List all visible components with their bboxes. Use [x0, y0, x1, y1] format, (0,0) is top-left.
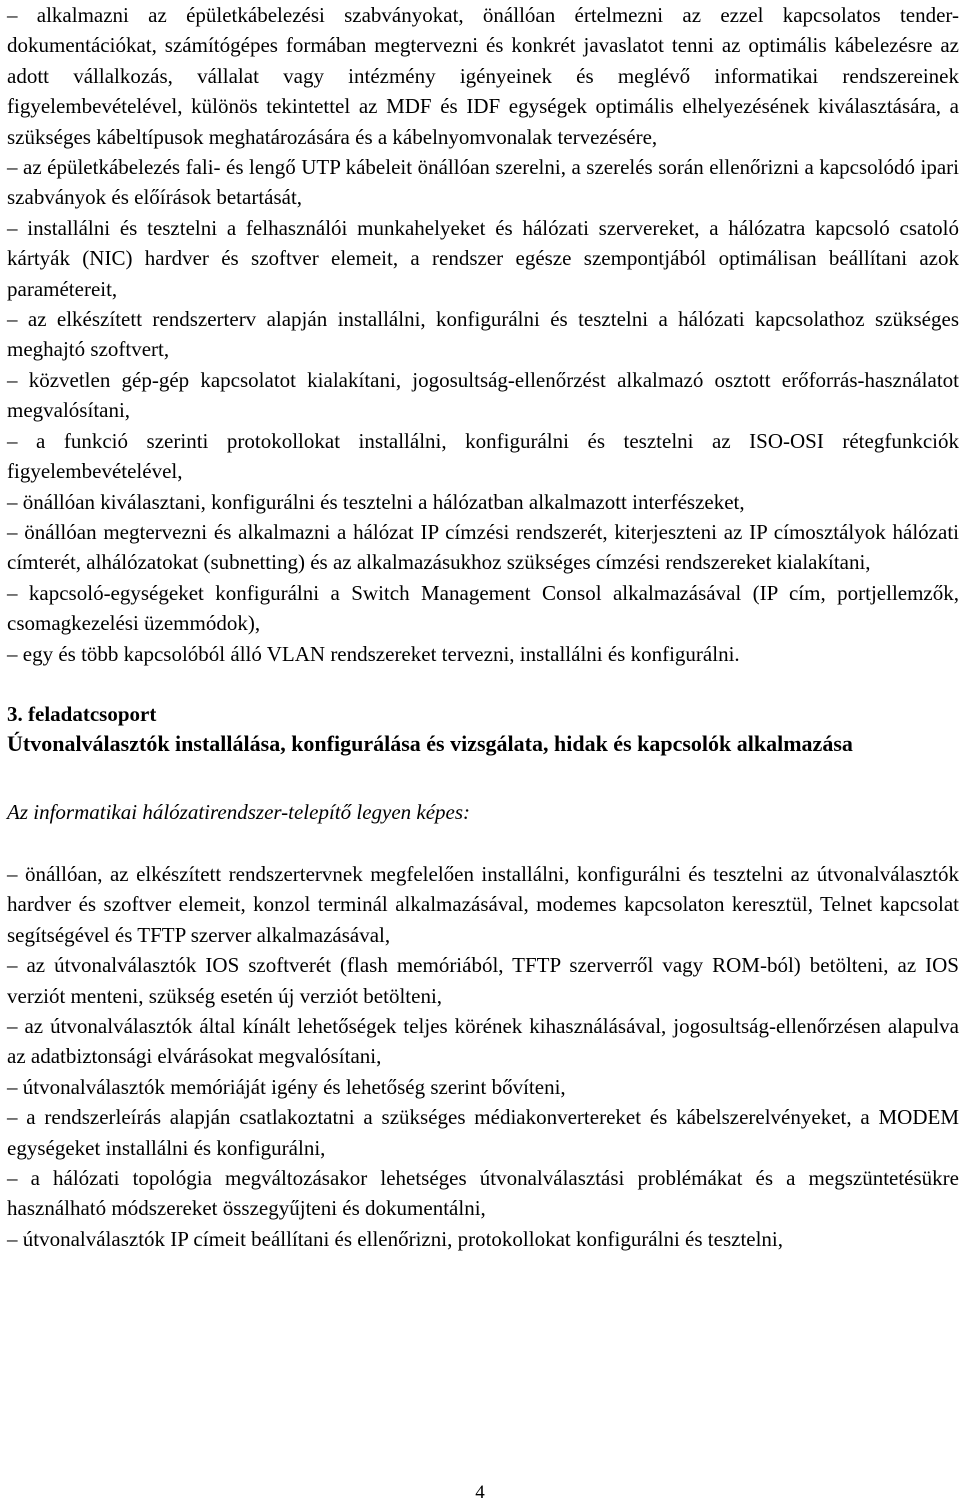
- list-item: – az útvonalválasztók IOS szoftverét (flash memóriából, TFTP szerverről vagy ROM-ból) betölteni, az IOS verziót menteni, szükség esetén új verziót betölteni,: [7, 953, 959, 1008]
- list-item: – önállóan kiválasztani, konfigurálni és tesztelni a hálózatban alkalmazott interfészeket,: [7, 489, 745, 514]
- document-page: [7, 0, 959, 1254]
- list-item: – installálni és tesztelni a felhasználói munkahelyeket és hálózati szervereket, a hálózatra kapcsoló csatoló kártyák (NIC) hardver és szoftver elemeit, a rendszer egésze szempontjából optimálisan beállítani azok paramétereit,: [7, 215, 959, 301]
- competency-list-bottom: [7, 859, 959, 1254]
- competency-list-top: [7, 0, 959, 669]
- list-item: – egy és több kapcsolóból álló VLAN rendszereket tervezni, installálni és konfigurálni.: [7, 641, 740, 666]
- section-number: 3. feladatcsoport: [7, 701, 157, 726]
- list-item: – alkalmazni az épületkábelezési szabványokat, önállóan értelmezni az ezzel kapcsolatos tender-dokumentációkat, számítógépes formában megtervezni és konkrét javaslatot tenni az optimális kábelezésre az adott vállalkozás, vállalat vagy intézmény igényeinek és meglévő informatikai rendszereinek figyelembevételével, különös tekintettel az MDF és IDF egységek optimális elhelyezésének kiválasztására, a szükséges kábeltípusok meghatározására és a kábelnyomvonalak tervezésére,: [7, 3, 959, 149]
- list-item: – közvetlen gép-gép kapcsolatot kialakítani, jogosultság-ellenőrzést alkalmazó osztott erőforrás-használatot megvalósítani,: [7, 367, 959, 423]
- list-item: – a funkció szerinti protokollokat installálni, konfigurálni és tesztelni az ISO-OSI rétegfunkciók figyelembevételével,: [7, 428, 959, 484]
- section-intro: Az informatikai hálózatirendszer-telepítő legyen képes:: [7, 799, 471, 824]
- list-item: – útvonalválasztók memóriáját igény és lehetőség szerint bővíteni,: [7, 1074, 566, 1099]
- list-item: – kapcsoló-egységeket konfigurálni a Switch Management Consol alkalmazásával (IP cím, portjellemzők, csomagkezelési üzemmódok),: [7, 580, 959, 636]
- list-item: – önállóan, az elkészített rendszertervnek megfelelően installálni, konfigurálni és tesztelni az útvonalválasztók hardver és szoftver elemeit, konzol terminál alkalmazásával, modemes kapcsolaton keresztül, Telnet kapcsolat segítségével és TFTP szerver alkalmazásával,: [7, 861, 959, 947]
- list-item: – az elkészített rendszerterv alapján installálni, konfigurálni és tesztelni a hálózati kapcsolathoz szükséges meghajtó szoftvert,: [7, 307, 959, 362]
- list-item: – a rendszerleírás alapján csatlakoztatni a szükséges médiakonvertereket és kábelszerelvényeket, a MODEM egységeket installálni és konfigurálni,: [7, 1105, 959, 1160]
- list-item: – önállóan megtervezni és alkalmazni a hálózat IP címzési rendszerét, kiterjeszteni az IP címosztályok hálózati címterét, alhálózatokat (subnetting) és az alkalmazásukhoz szükséges címzési rendszereket kialakítani,: [7, 519, 959, 575]
- list-item: – útvonalválasztók IP címeit beállítani és ellenőrizni, protokollokat konfigurálni és tesztelni,: [7, 1226, 784, 1251]
- page-number: 4: [475, 1482, 485, 1503]
- list-item: – az útvonalválasztók által kínált lehetőségek teljes körének kihasználásával, jogosultság-ellenőrzésen alapulva az adatbiztonsági elvárásokat megvalósítani,: [7, 1013, 959, 1069]
- list-item: – a hálózati topológia megváltozásakor lehetséges útvonalválasztási problémákat és a megszüntetésükre használható módszereket összegyűjteni és dokumentálni,: [7, 1166, 959, 1221]
- list-item: – az épületkábelezés fali- és lengő UTP kábeleit önállóan szerelni, a szerelés során ellenőrizni a kapcsolódó ipari szabványok és előírások betartását,: [7, 155, 959, 210]
- section-title: Útvonalválasztók installálása, konfigurálása és vizsgálata, hidak és kapcsolók alkalmazása: [7, 730, 853, 756]
